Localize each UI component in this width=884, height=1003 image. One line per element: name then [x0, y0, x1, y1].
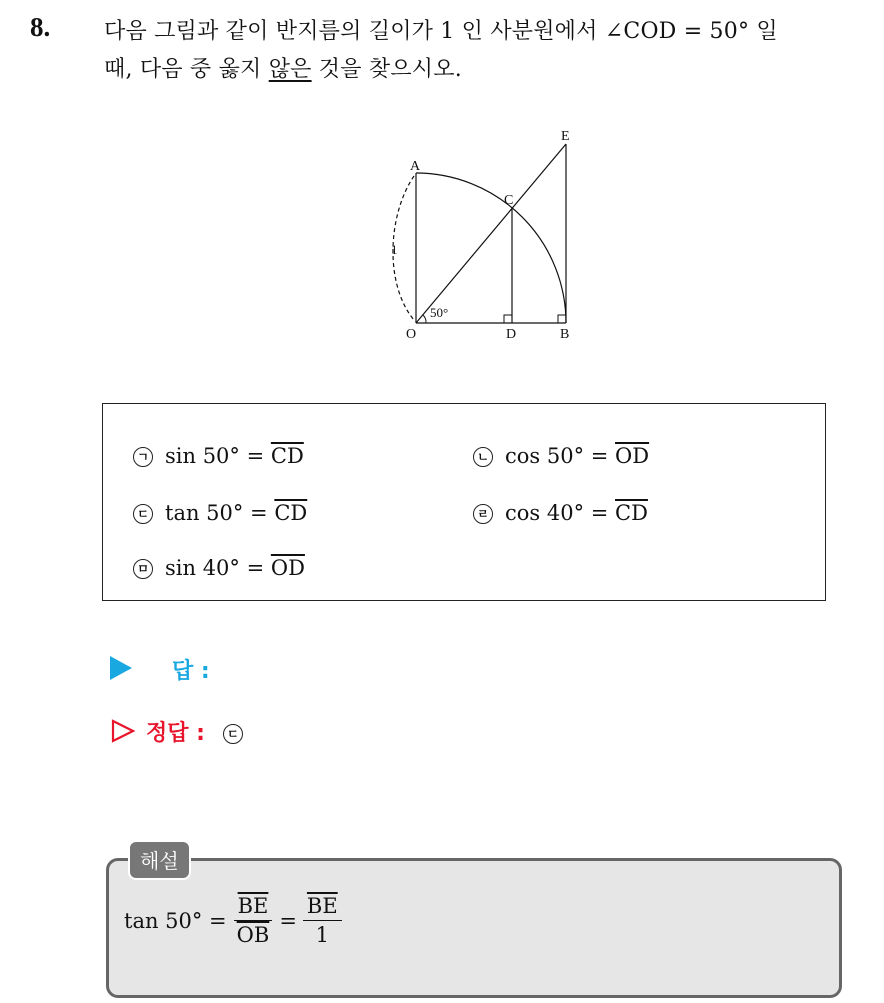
outline-triangle-icon [110, 718, 136, 744]
question-text-line2 [104, 52, 462, 83]
fraction-numerator: $\overline{BE}$ [234, 894, 273, 921]
choice-expression: cos 40° = [505, 501, 616, 525]
label-D: D [506, 327, 517, 342]
choice-2[interactable] [473, 444, 649, 468]
choice-marker: ㄱ [133, 447, 153, 467]
fraction-denominator: 1 [315, 923, 329, 947]
choice-marker: ㄹ [473, 504, 493, 524]
label-E: E [561, 129, 570, 144]
solution-fraction-2 [303, 894, 342, 947]
choice-expression: tan 50° = [165, 501, 275, 525]
right-angle-D [504, 315, 512, 323]
fraction-denominator: OB [236, 923, 270, 947]
solution-lhs: tan 50° = [124, 908, 227, 933]
label-A: A [410, 159, 421, 174]
question-text-line1: 다음 그림과 같이 반지름의 길이가 1 인 사분원에서 ∠COD = 50° 일 [104, 19, 778, 44]
fraction-numerator: $\overline{BE}$ [303, 894, 342, 921]
question-number: 8. [30, 12, 51, 42]
choice-segment: $\overline{CD}$ [270, 444, 304, 468]
segment-OE [416, 144, 566, 323]
correct-answer-row [110, 716, 255, 747]
choice-marker: ㄷ [133, 504, 153, 524]
solution-equals: = [279, 908, 297, 933]
label-radius: 1 [391, 242, 398, 257]
solution-fraction-1 [233, 894, 274, 947]
choice-4[interactable] [473, 501, 648, 525]
correct-answer-label: 정답 : [146, 721, 205, 746]
answer-label: 답 : [172, 659, 210, 684]
choice-segment: $\overline{CD}$ [615, 501, 648, 525]
solution-tab: 해설 [128, 840, 191, 880]
choices-box [102, 403, 826, 601]
choice-marker: ㅁ [133, 559, 153, 579]
angle-arc-O [423, 315, 426, 323]
choice-3[interactable] [133, 501, 307, 525]
choice-segment: $\overline{CD}$ [274, 501, 308, 525]
correct-answer-marker: ㄷ [223, 724, 243, 744]
choice-marker: ㄴ [473, 447, 493, 467]
choice-expression: sin 40° = [165, 556, 271, 580]
choice-segment: $\overline{OD}$ [270, 556, 305, 580]
right-angle-B [558, 315, 566, 323]
question-text-line2-end: 것을 찾으시오. [311, 57, 462, 82]
choice-5[interactable] [133, 556, 305, 580]
play-triangle-icon [110, 656, 132, 680]
choice-expression: cos 50° = [505, 444, 616, 468]
question-underlined-word: 않은 [268, 57, 312, 82]
question-text-line2-start: 때, 다음 중 옳지 [104, 57, 269, 82]
choice-expression: sin 50° = [165, 444, 271, 468]
solution-equation [124, 894, 348, 947]
choice-1[interactable] [133, 444, 304, 468]
answer-input-row[interactable] [110, 654, 210, 685]
label-angle: 50° [430, 305, 449, 320]
quarter-circle-figure [380, 124, 590, 346]
quarter-arc [416, 173, 566, 323]
label-O: O [406, 327, 417, 342]
choice-segment: $\overline{OD}$ [615, 444, 650, 468]
label-B: B [560, 327, 570, 342]
label-C: C [504, 193, 514, 208]
